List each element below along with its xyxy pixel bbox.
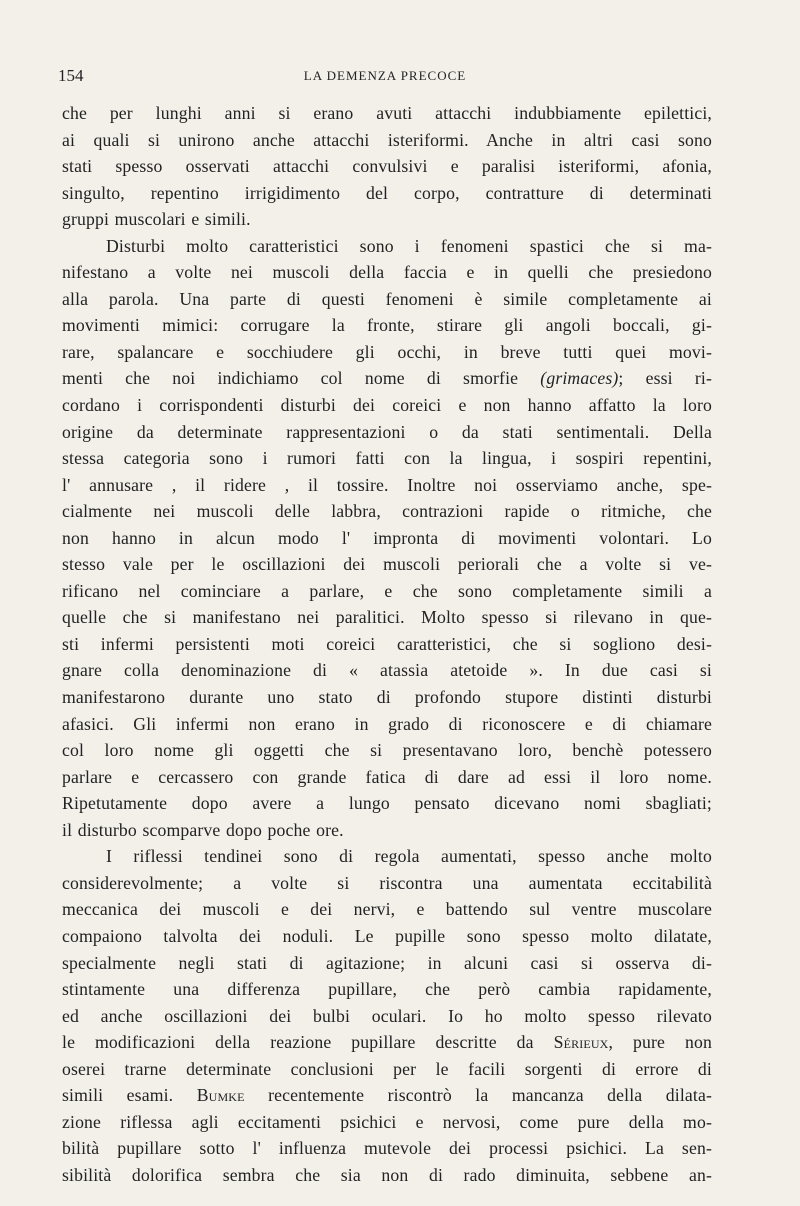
author-name: Bumke — [196, 1085, 245, 1106]
text-line: rificano nel cominciare a parlare, e che sono completamente simili a — [62, 580, 712, 601]
text-line: considerevolmente; a volte si riscontra una aumentata eccitabilità — [62, 872, 712, 893]
text-line: origine da determinate rappresentazioni o da stati sentimentali. Della — [62, 421, 712, 442]
text-fragment: menti che noi indichiamo col nome di smorfie — [62, 368, 519, 389]
text-line: col loro nome gli oggetti che si presentavano loro, benchè potessero — [62, 740, 712, 761]
text-line: non hanno in alcun modo l' impronta di movimenti volontari. Lo — [62, 527, 712, 548]
text-line: cialmente nei muscoli delle labbra, contrazioni rapide o ritmiche, che — [62, 501, 712, 522]
text-line-composite — [62, 1029, 712, 1056]
text-line-composite — [62, 1082, 712, 1109]
text-line: gnare colla denominazione di « atassia atetoide ». In due casi si — [62, 660, 712, 681]
text-fragment: ; essi ri- — [618, 368, 713, 389]
text-fragment: recentemente riscontrò la mancanza della dilata- — [244, 1085, 712, 1106]
text-line: meccanica dei muscoli e dei nervi, e battendo sul ventre muscolare — [62, 899, 712, 920]
text-line: che per lunghi anni si erano avuti attacchi indubbiamente epilettici, — [62, 103, 712, 123]
running-title: LA DEMENZA PRECOCE — [303, 68, 467, 83]
text-line: oserei trarne determinate conclusioni per le facili sorgenti di errore di — [62, 1058, 712, 1079]
text-line: manifestarono durante uno stato di profondo stupore distinti disturbi — [62, 687, 712, 708]
text-line: Ripetutamente dopo avere a lungo pensato dicevano nomi sbagliati; — [62, 793, 712, 814]
text-line: bilità pupillare sotto l' influenza mutevole dei processi psichici. La sen- — [62, 1138, 712, 1159]
text-line: sti infermi persistenti moti coreici caratteristici, che si sogliono desi- — [62, 633, 712, 654]
text-line: stesso vale per le oscillazioni dei muscoli periorali che a volte si ve- — [62, 554, 712, 575]
text-line: rare, spalancare e socchiudere gli occhi, in breve tutti quei movi- — [62, 341, 712, 362]
text-line: l' annusare , il ridere , il tossire. Inoltre noi osserviamo anche, spe- — [62, 474, 712, 495]
text-line: alla parola. Una parte di questi fenomeni è simile completamente ai — [62, 288, 712, 309]
italic-term: (grimaces) — [540, 368, 619, 389]
text-line: stintamente una differenza pupillare, che però cambia rapidamente, — [62, 979, 712, 1000]
text-line: singulto, repentino irrigidimento del corpo, contratture di determinati — [62, 182, 712, 203]
text-line: ed anche oscillazioni dei bulbi oculari. Io ho molto spesso rilevato — [62, 1005, 712, 1026]
text-line: stessa categoria sono i rumori fatti con la lingua, i sospiri repentini, — [62, 448, 712, 469]
text-line: nifestano a volte nei muscoli della faccia e in quelli che presiedono — [62, 262, 712, 283]
page-header — [58, 66, 712, 90]
text-line: I riflessi tendinei sono di regola aumentati, spesso anche molto — [106, 846, 712, 867]
text-fragment: , pure non — [608, 1032, 712, 1053]
text-line: parlare e cercassero con grande fatica di dare ad essi il loro nome. — [62, 766, 712, 787]
text-line: compaiono talvolta dei noduli. Le pupille sono spesso molto dilatate, — [62, 925, 712, 946]
text-line: movimenti mimici: corrugare la fronte, stirare gli angoli boccali, gi- — [62, 315, 712, 336]
text-fragment: simili esami. — [62, 1085, 174, 1106]
body-text — [62, 100, 712, 1188]
text-line: ai quali si unirono anche attacchi isteriformi. Anche in altri casi sono — [62, 129, 712, 150]
text-line: zione riflessa agli eccitamenti psichici e nervosi, come pure della mo- — [62, 1111, 712, 1132]
text-line: il disturbo scomparve dopo poche ore. — [62, 819, 344, 840]
text-line: sibilità dolorifica sembra che sia non di rado diminuita, sebbene an- — [62, 1164, 712, 1185]
page-number: 154 — [58, 66, 84, 85]
text-line: specialmente negli stati di agitazione; in alcuni casi si osserva di- — [62, 952, 712, 973]
text-line-composite — [62, 365, 712, 392]
text-line: stati spesso osservati attacchi convulsivi e paralisi isteriformi, afonia, — [62, 156, 712, 177]
author-name: Sérieux — [553, 1032, 609, 1053]
text-line: Disturbi molto caratteristici sono i fenomeni spastici che si ma- — [106, 235, 712, 256]
text-line: quelle che si manifestano nei paralitici. Molto spesso si rilevano in que- — [62, 607, 712, 628]
text-line: gruppi muscolari e simili. — [62, 209, 251, 230]
text-line: afasici. Gli infermi non erano in grado di riconoscere e di chiamare — [62, 713, 712, 734]
text-line: cordano i corrispondenti disturbi dei coreici e non hanno affatto la loro — [62, 395, 712, 416]
text-fragment: le modificazioni della reazione pupillare descritte da — [62, 1032, 534, 1053]
